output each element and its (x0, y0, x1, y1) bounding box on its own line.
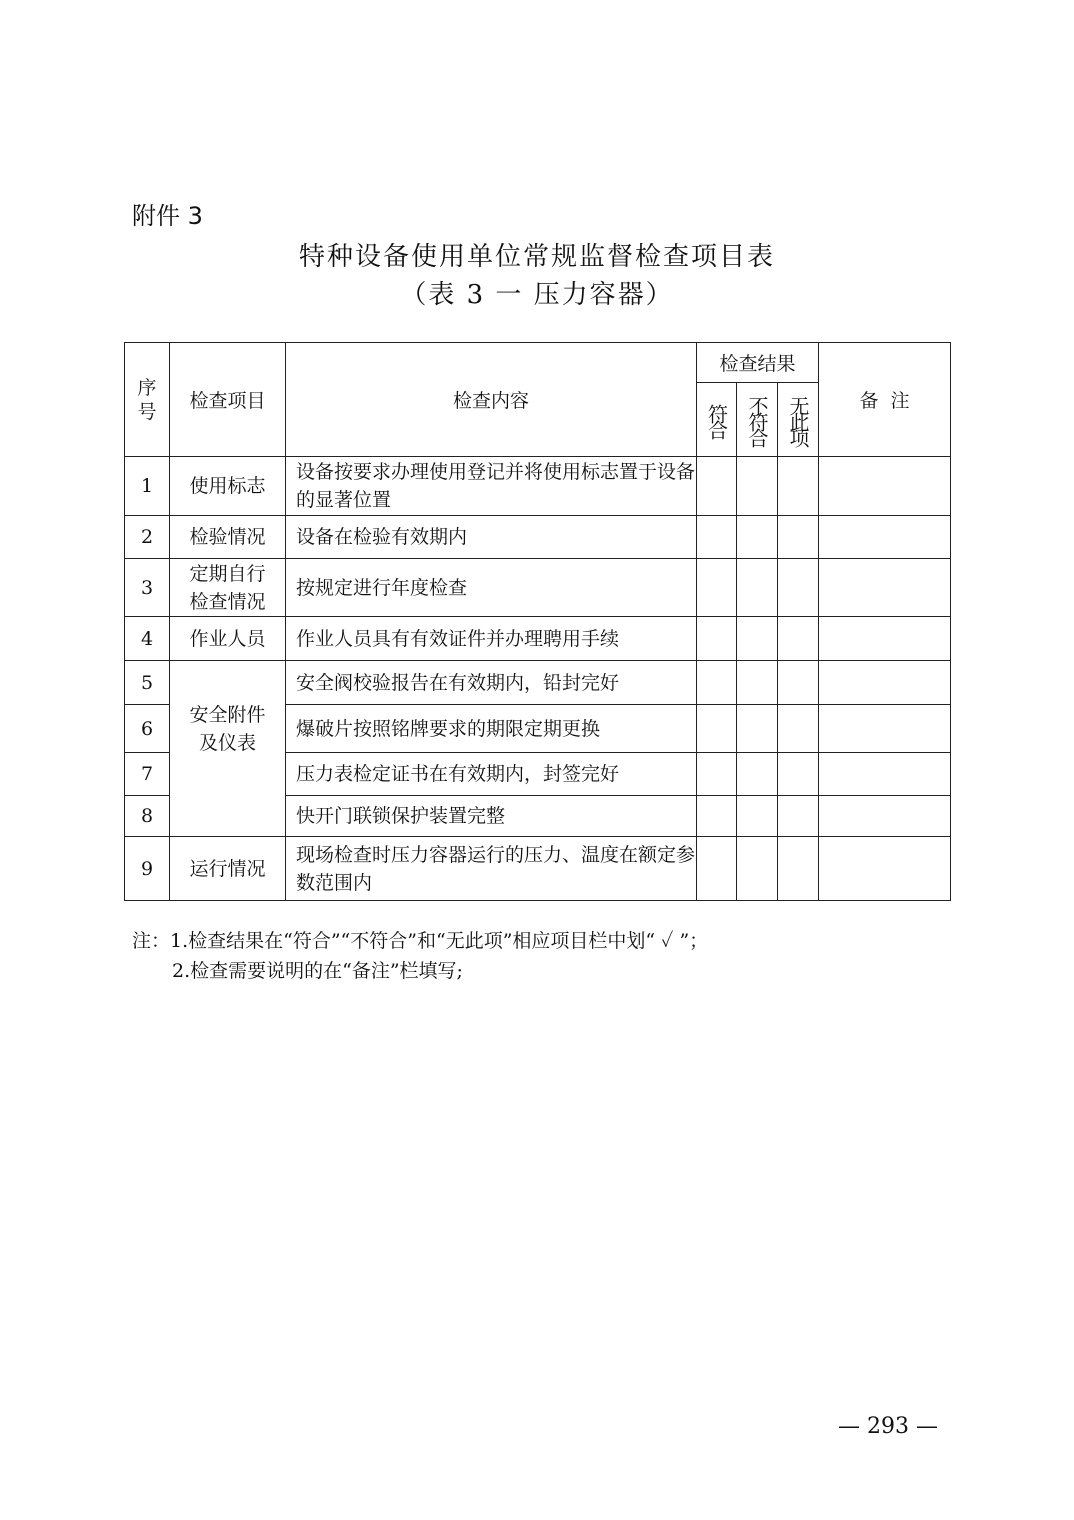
row-number: 5 (125, 661, 170, 705)
header-row (125, 343, 951, 383)
row-number: 9 (125, 837, 170, 901)
note-2: 2.检查需要说明的在“备注”栏填写; (172, 960, 463, 982)
na-cell[interactable] (778, 661, 819, 705)
table-row (125, 661, 951, 705)
nonconform-cell[interactable] (737, 661, 778, 705)
row-content: 安全阀校验报告在有效期内，铅封完好 (286, 661, 697, 705)
na-cell[interactable] (778, 837, 819, 901)
remark-cell[interactable] (819, 457, 951, 516)
nonconform-cell[interactable] (737, 457, 778, 516)
remark-cell[interactable] (819, 753, 951, 796)
row-number: 1 (125, 457, 170, 516)
row-content: 快开门联锁保护装置完整 (286, 796, 697, 837)
remark-cell[interactable] (819, 516, 951, 559)
attachment-label: 附件 3 (132, 202, 203, 230)
row-number: 2 (125, 516, 170, 559)
row-item: 运行情况 (170, 837, 286, 901)
row-content: 压力表检定证书在有效期内，封签完好 (286, 753, 697, 796)
conform-cell[interactable] (697, 753, 737, 796)
na-cell[interactable] (778, 457, 819, 516)
row-item-merged: 安全附件及仪表 (170, 661, 286, 837)
table-row (125, 837, 951, 901)
na-cell[interactable] (778, 617, 819, 661)
remark-cell[interactable] (819, 837, 951, 901)
row-item: 定期自行检查情况 (170, 559, 286, 617)
row-content: 作业人员具有有效证件并办理聘用手续 (286, 617, 697, 661)
nonconform-cell[interactable] (737, 559, 778, 617)
row-number: 4 (125, 617, 170, 661)
na-cell[interactable] (778, 705, 819, 753)
nonconform-cell[interactable] (737, 516, 778, 559)
nonconform-cell[interactable] (737, 796, 778, 837)
row-number: 3 (125, 559, 170, 617)
document-title: 特种设备使用单位常规监督检查项目表 (298, 242, 775, 272)
conform-cell[interactable] (697, 457, 737, 516)
notes (132, 926, 708, 986)
conform-cell[interactable] (697, 837, 737, 901)
header-conform: 符合 (697, 383, 737, 457)
conform-cell[interactable] (697, 559, 737, 617)
row-content: 设备在检验有效期内 (286, 516, 697, 559)
conform-cell[interactable] (697, 796, 737, 837)
table-row (125, 617, 951, 661)
table-row (125, 457, 951, 516)
row-number: 7 (125, 753, 170, 796)
remark-cell[interactable] (819, 661, 951, 705)
na-cell[interactable] (778, 516, 819, 559)
row-number: 8 (125, 796, 170, 837)
inspection-table (124, 342, 951, 901)
header-item: 检查项目 (170, 343, 286, 457)
conform-cell[interactable] (697, 516, 737, 559)
remark-cell[interactable] (819, 705, 951, 753)
remark-cell[interactable] (819, 559, 951, 617)
conform-cell[interactable] (697, 661, 737, 705)
header-seq: 序号 (125, 343, 170, 457)
nonconform-cell[interactable] (737, 705, 778, 753)
header-nonconform: 不符合 (737, 383, 778, 457)
page-number: — 293 — (838, 1414, 938, 1439)
row-content: 设备按要求办理使用登记并将使用标志置于设备的显著位置 (286, 457, 697, 516)
remark-cell[interactable] (819, 617, 951, 661)
document-subtitle: （表 3 一 压力容器） (400, 280, 674, 310)
conform-cell[interactable] (697, 705, 737, 753)
nonconform-cell[interactable] (737, 753, 778, 796)
row-content: 按规定进行年度检查 (286, 559, 697, 617)
row-item: 检验情况 (170, 516, 286, 559)
nonconform-cell[interactable] (737, 837, 778, 901)
na-cell[interactable] (778, 796, 819, 837)
row-content: 爆破片按照铭牌要求的期限定期更换 (286, 705, 697, 753)
na-cell[interactable] (778, 559, 819, 617)
row-content: 现场检查时压力容器运行的压力、温度在额定参数范围内 (286, 837, 697, 901)
row-item: 使用标志 (170, 457, 286, 516)
header-result: 检查结果 (697, 343, 819, 383)
header-content: 检查内容 (286, 343, 697, 457)
row-item: 作业人员 (170, 617, 286, 661)
table-row (125, 516, 951, 559)
na-cell[interactable] (778, 753, 819, 796)
row-number: 6 (125, 705, 170, 753)
remark-cell[interactable] (819, 796, 951, 837)
note-1: 注：1.检查结果在“符合”“不符合”和“无此项”相应项目栏中划“ ✓ ”； (132, 930, 709, 952)
header-na: 无此项 (778, 383, 819, 457)
nonconform-cell[interactable] (737, 617, 778, 661)
table-row (125, 559, 951, 617)
conform-cell[interactable] (697, 617, 737, 661)
header-remark: 备 注 (819, 343, 951, 457)
